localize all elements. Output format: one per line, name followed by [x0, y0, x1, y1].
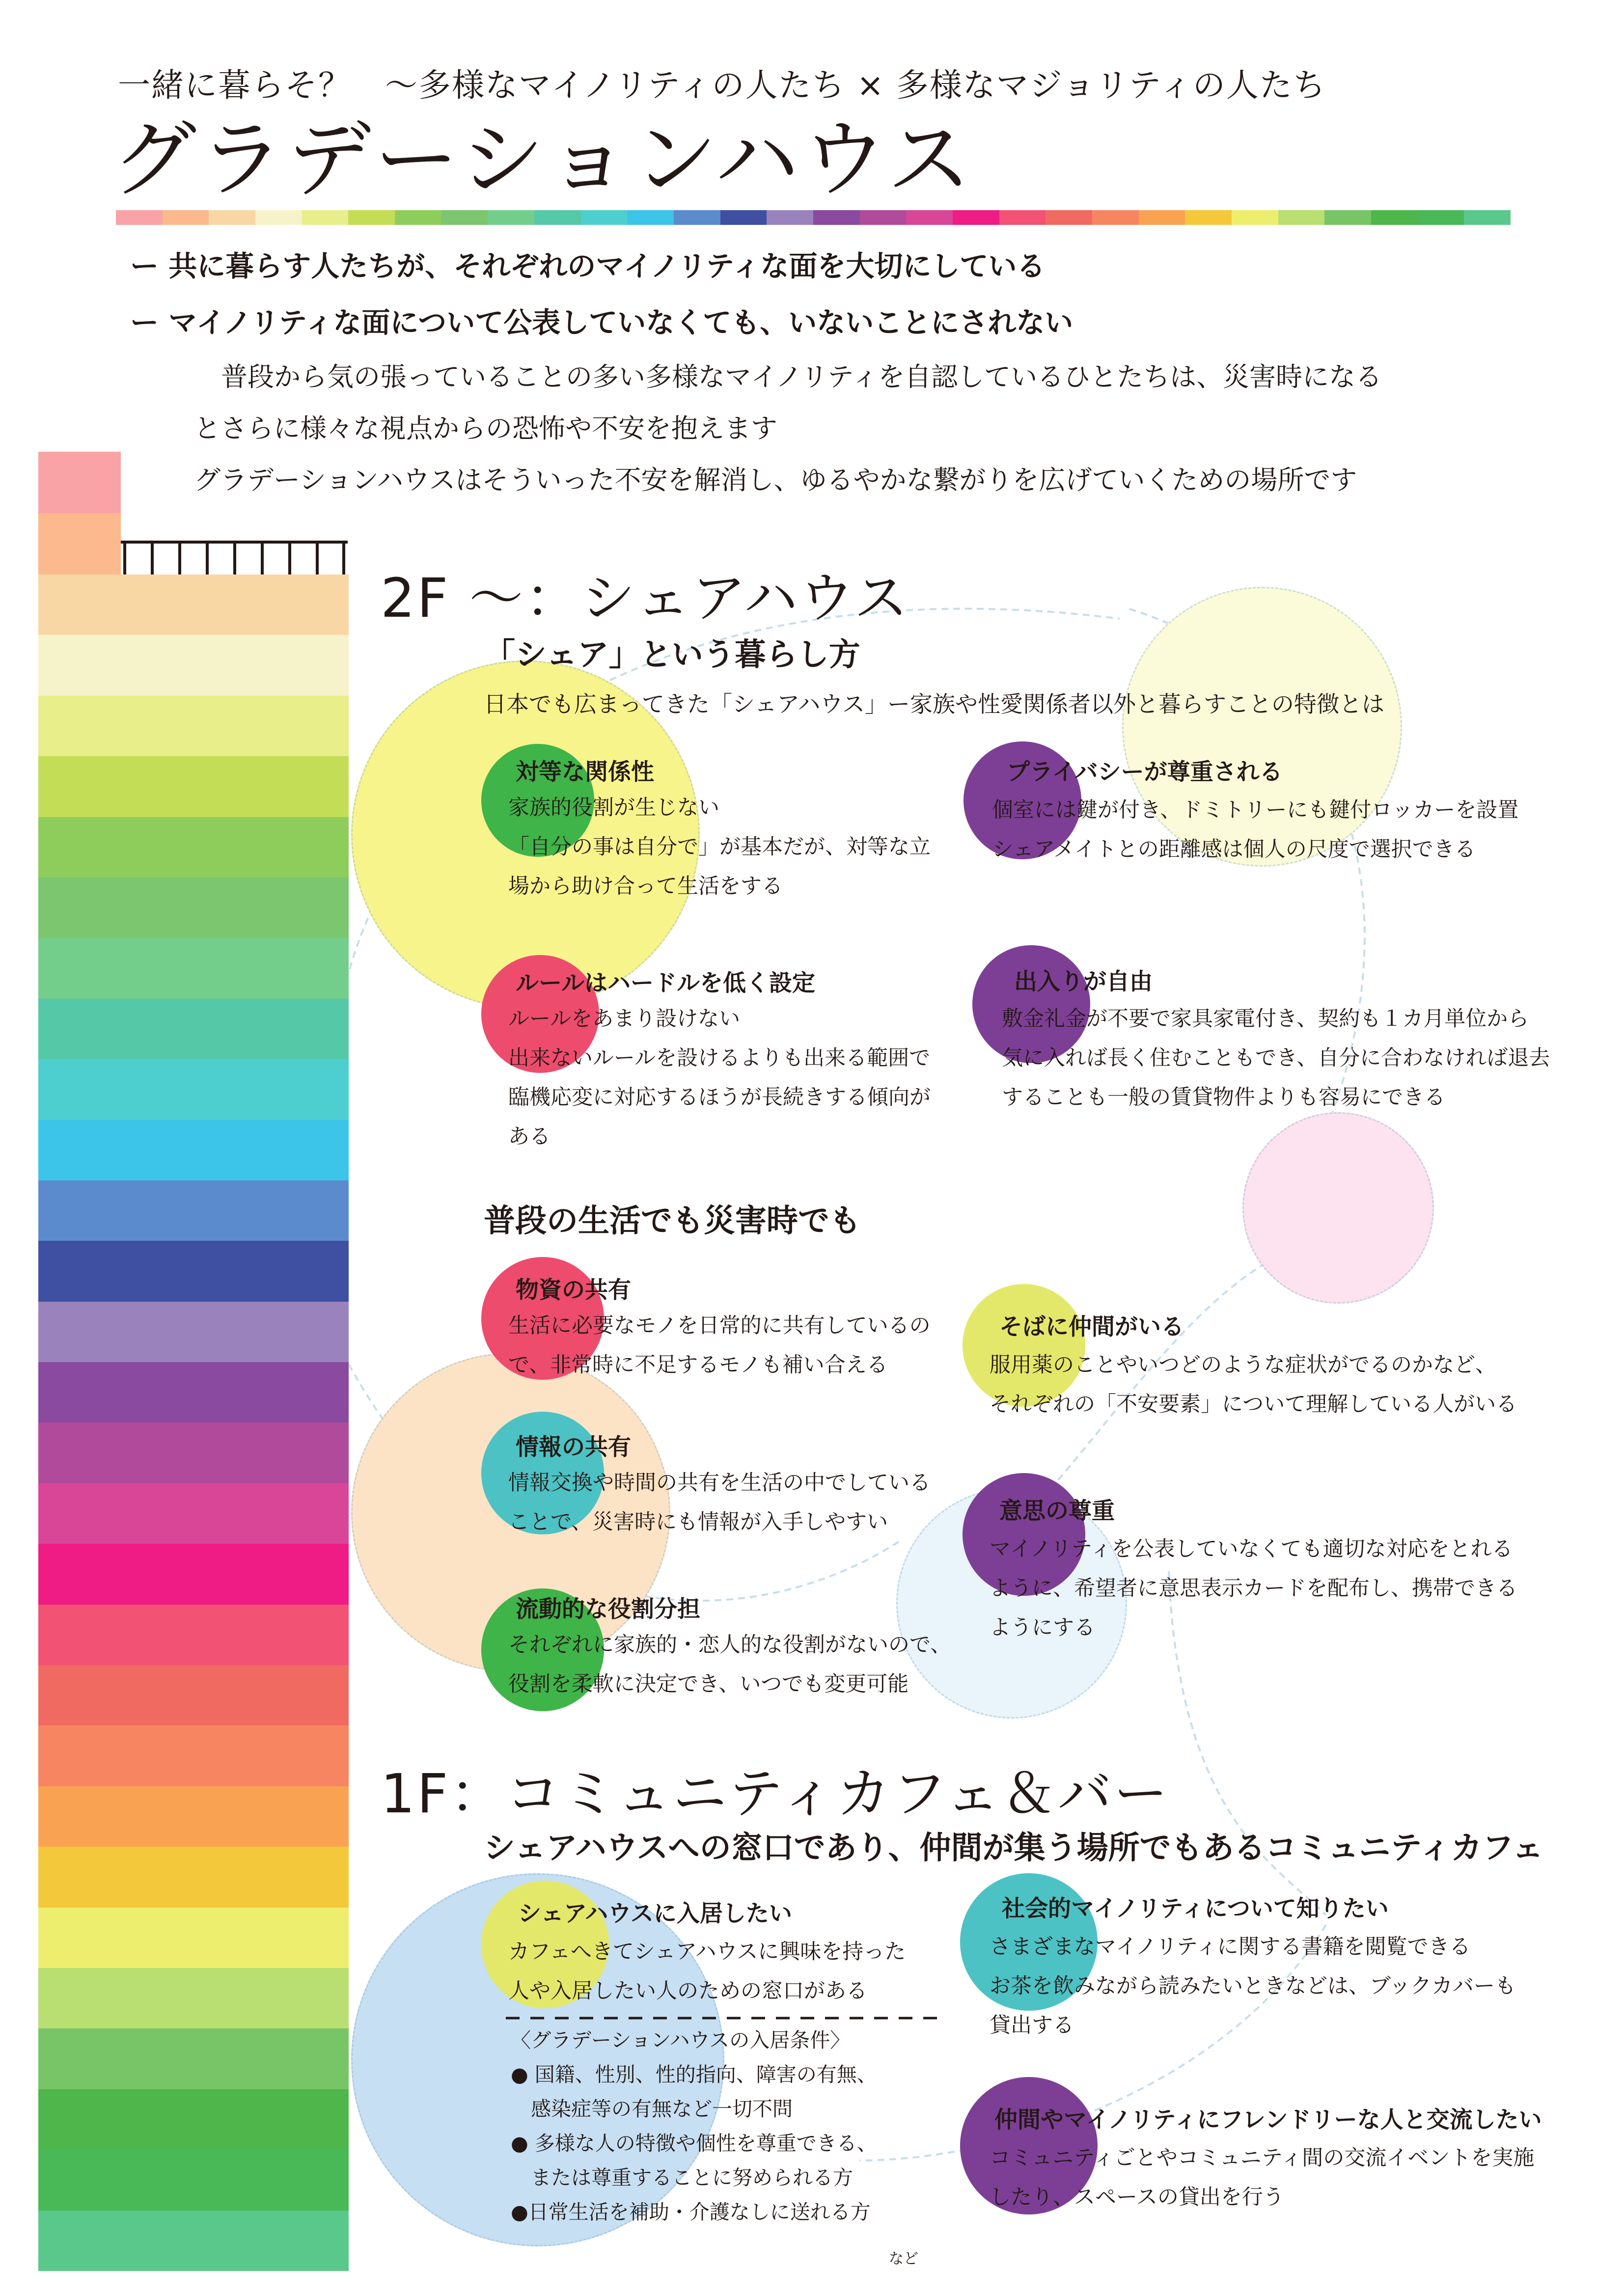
conditions-heading: 〈グラデーションハウスの入居条件〉: [511, 2028, 851, 2052]
rainbow-bar: [116, 210, 1511, 225]
item-title-privacy: プライバシーが尊重される: [1007, 759, 1283, 786]
building-floor-block: [38, 2089, 349, 2150]
item-title-learn-minority: 社会的マイノリティについて知りたい: [1002, 1895, 1389, 1922]
building-floor-block: [38, 2211, 349, 2271]
rainbow-segment: [209, 210, 255, 225]
item-title-companions: そばに仲間がいる: [999, 1313, 1184, 1340]
disaster-section-heading: 普段の生活でも災害時でも: [484, 1203, 861, 1239]
rainbow-segment: [1371, 210, 1418, 225]
item-text-share-goods: 生活に必要なモノを日常的に共有しているの で、非常時に不足するモノも補い合える: [508, 1313, 931, 1377]
floor-1-heading: 1F：コミュニティカフェ＆バー: [381, 1762, 1170, 1825]
building-floor-block: [38, 1422, 349, 1483]
item-title-free-move: 出入りが自由: [1014, 968, 1153, 995]
building-floor-block: [38, 1362, 349, 1422]
item-title-move-in: シェアハウスに入居したい: [518, 1900, 792, 1927]
building-floor-block: [38, 1665, 349, 1725]
lead-line-1: ー 共に暮らす人たちが、それぞれのマイノリティな面を大切にしている: [130, 249, 1046, 283]
building-floor-block: [38, 938, 349, 998]
item-title-interact: 仲間やマイノリティにフレンドリーな人と交流したい: [994, 2106, 1542, 2133]
item-text-interact: コミュニティごとやコミュニティ間の交流イベントを実施 したり、スペースの貸出を行う: [990, 2146, 1535, 2210]
rainbow-segment: [1092, 210, 1139, 225]
rainbow-segment: [953, 210, 999, 225]
intro-line-1: 普段から気の張っていることの多い多様なマイノリティを自認しているひとたちは、災害時になる: [221, 361, 1382, 392]
building-floor-block: [38, 696, 349, 756]
intro-line-2: とさらに様々な視点からの恐怖や不安を抱えます: [194, 413, 777, 444]
item-text-respect-will: マイノリティを公表していなくても適切な対応をとれる ように、希望者に意思表示カードを配布し、携帯できる ようにする: [990, 1537, 1517, 1640]
item-text-learn-minority: さまざまなマイノリティに関する書籍を閲覧できる お茶を飲みながら読みたいときなどは、ブックカバーも 貸出する: [990, 1935, 1516, 2038]
page-title: グラデーションハウス: [112, 110, 974, 209]
rainbow-segment: [441, 210, 488, 225]
building-floor-block: [38, 574, 349, 635]
item-title-fluid-roles: 流動的な役割分担: [516, 1596, 700, 1623]
building-floor-block: [38, 1302, 349, 1362]
rainbow-segment: [906, 210, 953, 225]
rainbow-segment: [534, 210, 581, 225]
building-floor-block: [38, 2150, 349, 2210]
rainbow-segment: [1418, 210, 1464, 225]
building-floor-block: [38, 999, 349, 1059]
item-title-share-info: 情報の共有: [516, 1434, 631, 1461]
balcony-railing-icon: [121, 540, 348, 575]
item-title-share-goods: 物資の共有: [516, 1277, 631, 1304]
rainbow-segment: [674, 210, 720, 225]
rainbow-segment: [627, 210, 674, 225]
building-floor-block: [38, 1725, 349, 1786]
rainbow-segment: [1278, 210, 1325, 225]
building-floor-block: [38, 1120, 349, 1180]
rainbow-segment: [488, 210, 534, 225]
rainbow-segment: [1464, 210, 1511, 225]
rainbow-segment: [813, 210, 860, 225]
item-title-rules: ルールはハードルを低く設定: [516, 970, 816, 997]
building-color-stack: [38, 574, 349, 2271]
conditions-etc: など: [889, 2250, 918, 2268]
rainbow-segment: [581, 210, 628, 225]
building-floor-block: [38, 1968, 349, 2028]
rainbow-segment: [255, 210, 302, 225]
floor-2-heading: 2F ～：シェアハウス: [381, 567, 910, 629]
page-subtitle: 一緒に暮らそ？ ～多様なマイノリティの人たち × 多様なマジョリティの人たち: [118, 66, 1326, 104]
rainbow-segment: [1324, 210, 1371, 225]
building-floor-block: [38, 1847, 349, 1907]
rainbow-segment: [348, 210, 395, 225]
rainbow-segment: [163, 210, 209, 225]
rainbow-segment: [860, 210, 907, 225]
building-floor-block: [38, 877, 349, 938]
building-floor-block: [38, 1605, 349, 1665]
building-floor-block: [38, 756, 349, 817]
building-floor-block: [38, 1908, 349, 1968]
dashed-divider: [506, 2013, 948, 2023]
building-floor-block: [38, 817, 349, 877]
item-text-move-in: カフェへきてシェアハウスに興味を持った 人や入居したい人のための窓口がある: [508, 1940, 906, 2003]
item-text-privacy: 個室には鍵が付き、ドミトリーにも鍵付ロッカーを設置 シェアメイトとの距離感は個人の尺度で選択できる: [992, 798, 1519, 862]
building-floor-block: [38, 2028, 349, 2089]
rainbow-segment: [1185, 210, 1232, 225]
item-text-share-info: 情報交換や時間の共有を生活の中でしている ことで、災害時にも情報が入手しやすい: [508, 1471, 931, 1534]
rainbow-segment: [1139, 210, 1185, 225]
rainbow-segment: [999, 210, 1046, 225]
rainbow-segment: [767, 210, 813, 225]
item-title-equal-relationship: 対等な関係性: [516, 759, 654, 786]
share-section-heading: 「シェア」という暮らし方: [484, 637, 860, 673]
deco-circle-pink: [1242, 1112, 1434, 1304]
item-title-respect-will: 意思の尊重: [999, 1498, 1115, 1525]
building-floor-block: [38, 1544, 349, 1604]
share-section-desc: 日本でも広まってきた「シェアハウス」ー家族や性愛関係者以外と暮らすことの特徴とは: [484, 691, 1385, 717]
rainbow-segment: [116, 210, 163, 225]
rainbow-segment: [1046, 210, 1092, 225]
rainbow-segment: [302, 210, 349, 225]
item-text-fluid-roles: それぞれに家族的・恋人的な役割がないので、 役割を柔軟に決定でき、いつでも変更可能: [508, 1633, 952, 1696]
building-top-block-2: [38, 513, 121, 574]
item-text-free-move: 敷金礼金が不要で家具家電付き、契約も１カ月単位から 気に入れば長く住むこともでき、自分に合わなければ退去 することも一般の賃貸物件よりも容易にできる: [1002, 1007, 1550, 1110]
intro-line-3: グラデーションハウスはそういった不安を解消し、ゆるやかな繋がりを広げていくための場所です: [194, 465, 1357, 495]
building-floor-block: [38, 1180, 349, 1241]
floor-1-subheading: シェアハウスへの窓口であり、仲間が集う場所でもあるコミュニティカフェ: [484, 1830, 1544, 1866]
building-floor-block: [38, 1483, 349, 1544]
rainbow-segment: [1232, 210, 1278, 225]
conditions-block: 〈グラデーションハウスの入居条件〉 ● 国籍、性別、性的指向、障害の有無、 感染症等の有無など一切不問 ● 多様な人の特徴や個性を尊重できる、 または尊重することに努められる方 ●日常生活を補助・介護なしに送れる方: [511, 2023, 877, 2229]
rainbow-segment: [720, 210, 767, 225]
building-top-block-1: [38, 452, 121, 513]
item-text-rules: ルールをあまり設けない 出来ないルールを設けるよりも出来る範囲で 臨機応変に対応するほうが長続きする傾向が ある: [508, 1007, 931, 1149]
lead-line-2: ー マイノリティな面について公表していなくても、いないことにされない: [130, 306, 1073, 339]
building-floor-block: [38, 1241, 349, 1301]
item-text-equal-relationship: 家族的役割が生じない 「自分の事は自分で」が基本だが、対等な立 場から助け合って生活をする: [508, 795, 931, 899]
item-text-companions: 服用薬のことやいつどのような症状がでるのかなど、 それぞれの「不安要素」について理解している人がいる: [990, 1353, 1517, 1417]
building-floor-block: [38, 635, 349, 695]
rainbow-segment: [395, 210, 441, 225]
building-floor-block: [38, 1059, 349, 1120]
building-floor-block: [38, 1786, 349, 1847]
